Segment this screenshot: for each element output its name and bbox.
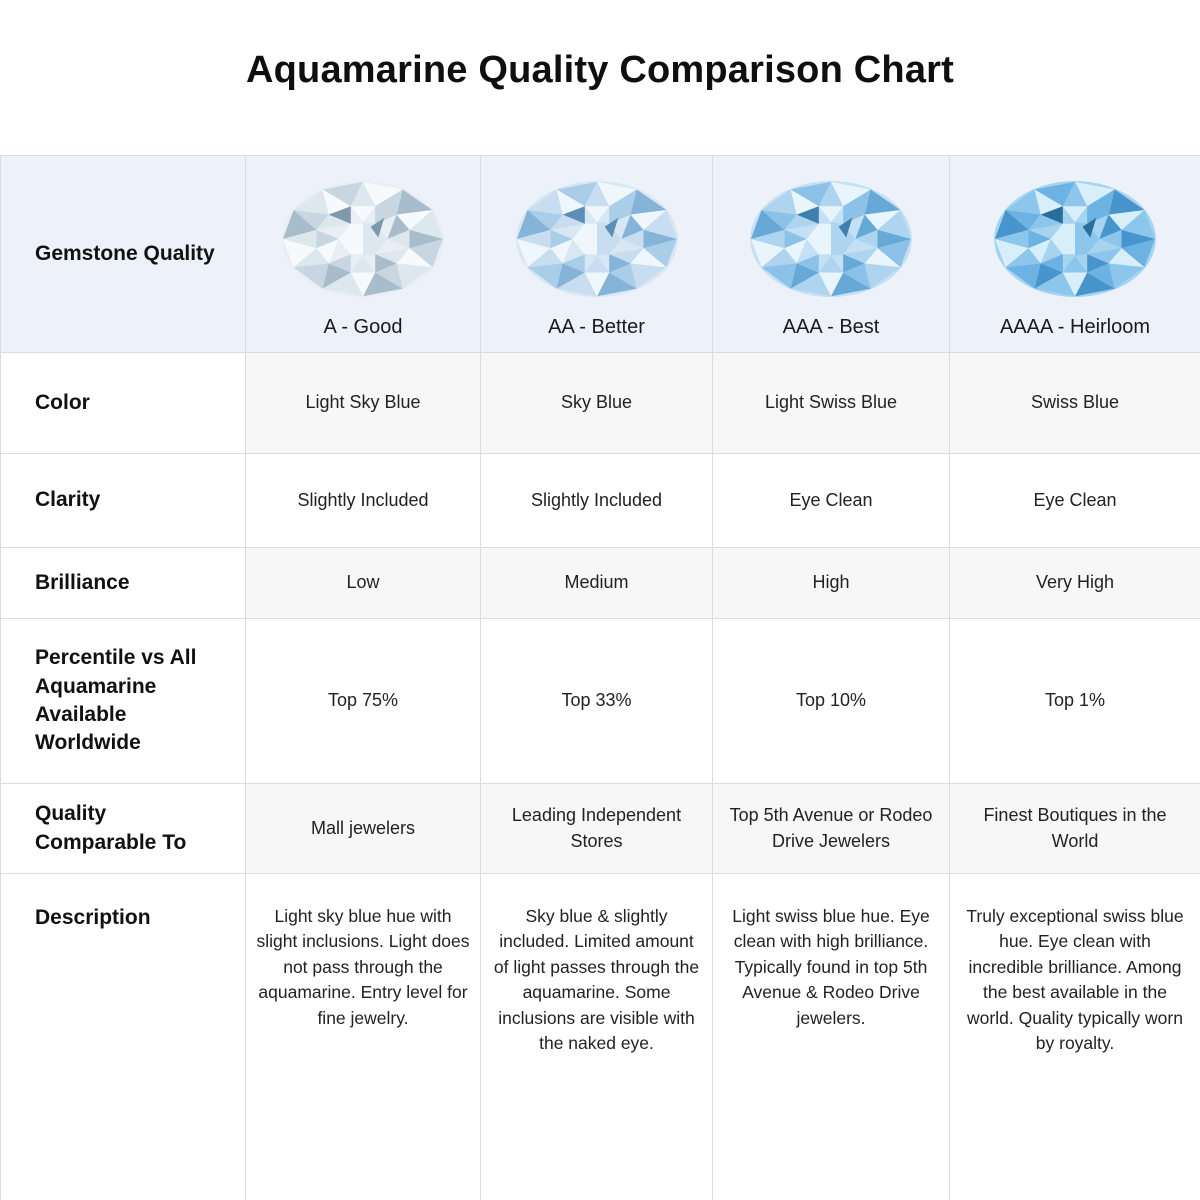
cell-description-aaaa: Truly exceptional swiss blue hue. Eye clean with incredible brilliance. Among the best available in the world. Quality typically worn by royalty. [950,874,1200,1200]
cell-color-aaa: Light Swiss Blue [713,353,950,454]
cell-comparable-aaaa: Finest Boutiques in the World [950,784,1200,874]
cell-brilliance-aaa: High [713,548,950,619]
cell-comparable-aa: Leading Independent Stores [481,784,713,874]
cell-clarity-a: Slightly Included [246,454,481,548]
cell-percentile-aaaa: Top 1% [950,619,1200,784]
cell-clarity-aaa: Eye Clean [713,454,950,548]
title-band [0,0,1200,155]
cell-comparable-aaa: Top 5th Avenue or Rodeo Drive Jewelers [713,784,950,874]
cell-quality-aa [481,156,713,353]
grade-caption-aa: AA - Better [548,316,645,338]
grade-caption-a: A - Good [323,316,403,338]
cell-description-aaa: Light swiss blue hue. Eye clean with high brilliance. Typically found in top 5th Avenue & Rodeo Drive jewelers. [713,874,950,1200]
quality-comparison-table [0,155,1200,1200]
cell-color-a: Light Sky Blue [246,353,481,454]
row-label-comparable: Quality Comparable To [1,784,246,874]
cell-quality-aaa [713,156,950,353]
cell-percentile-a: Top 75% [246,619,481,784]
grade-caption-aaaa: AAAA - Heirloom [999,316,1151,338]
row-label-color: Color [1,353,246,454]
row-label-clarity: Clarity [1,454,246,548]
cell-quality-a [246,156,481,353]
cell-clarity-aa: Slightly Included [481,454,713,548]
cell-comparable-a: Mall jewelers [246,784,481,874]
aquamarine-gem-a-image [279,178,447,300]
cell-brilliance-aaaa: Very High [950,548,1200,619]
cell-percentile-aaa: Top 10% [713,619,950,784]
cell-brilliance-aa: Medium [481,548,713,619]
row-label-brilliance: Brilliance [1,548,246,619]
row-label-percentile: Percentile vs All Aquamarine Available Worldwide [1,619,246,784]
grade-caption-aaa: AAA - Best [782,316,880,338]
cell-description-aa: Sky blue & slightly included. Limited amount of light passes through the aquamarine. Some inclusions are visible with the naked eye. [481,874,713,1200]
cell-color-aa: Sky Blue [481,353,713,454]
aquamarine-gem-aaa-image [747,178,915,300]
cell-description-a: Light sky blue hue with slight inclusions. Light does not pass through the aquamarine. Entry level for fine jewelry. [246,874,481,1200]
cell-quality-aaaa [950,156,1200,353]
page-title: Aquamarine Quality Comparison Chart [245,49,954,91]
aquamarine-gem-aa-image [513,178,681,300]
cell-clarity-aaaa: Eye Clean [950,454,1200,548]
cell-percentile-aa: Top 33% [481,619,713,784]
aquamarine-gem-aaaa-image [991,178,1159,300]
row-label-gemstone-quality: Gemstone Quality [1,156,246,353]
row-label-description: Description [1,874,246,1200]
cell-color-aaaa: Swiss Blue [950,353,1200,454]
cell-brilliance-a: Low [246,548,481,619]
